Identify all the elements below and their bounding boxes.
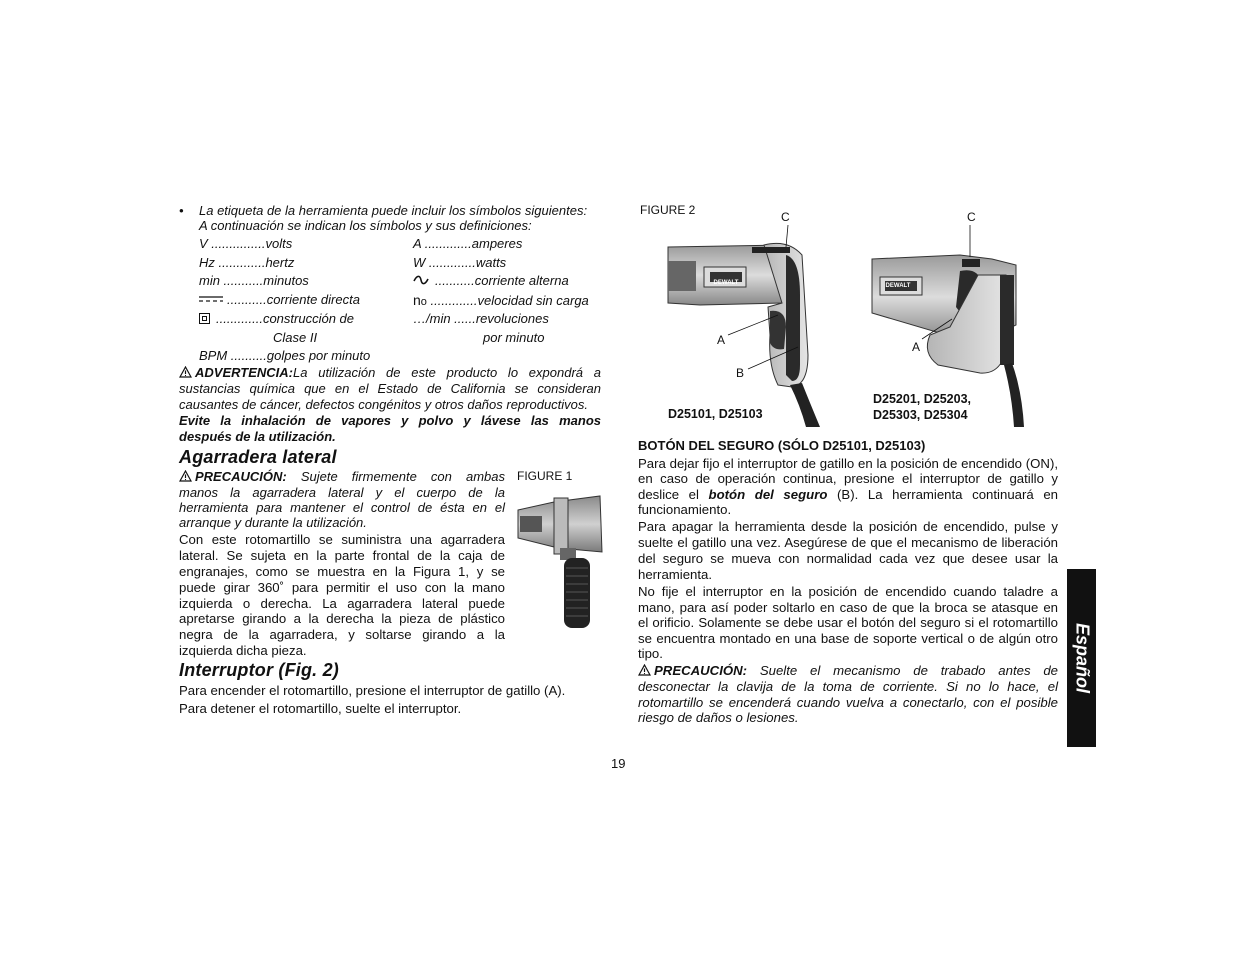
symbol-dc [199, 292, 360, 307]
model-label-right-1: D25201, D25203, [873, 392, 971, 406]
prec1-line-1 [179, 469, 505, 485]
prec1-line-3: herramienta para mantener el control de ésta en el [179, 500, 505, 515]
language-side-tab-label: Español [1072, 622, 1092, 694]
p3-line: se encuentra montado en una base de soporte vertical o de algún otro [638, 631, 1058, 646]
advertencia-line-5: después de la utilización. [179, 429, 336, 444]
p1-line-4: funcionamiento. [638, 502, 732, 517]
agarr-line: apretarse girando a la derecha la pieza de plástico [179, 611, 505, 626]
advertencia-line-1 [179, 365, 601, 381]
symbol-rpm: …/min ......revoluciones [413, 311, 549, 326]
heading-boton-seguro: BOTÓN DEL SEGURO (SÓLO D25101, D25103) [638, 438, 926, 453]
ac-current-icon [413, 275, 429, 285]
prec1-label: PRECAUCIÓN: [195, 469, 287, 484]
warning-icon [179, 366, 192, 378]
agarr-line: engranajes, como se muestra en la Figura 1, y se [179, 564, 505, 579]
interruptor-line-2: Para detener el rotomartillo, suelte el interruptor. [179, 701, 462, 716]
prec2-line-2: desconectar la clavija de la toma de corriente. Si no lo hace, el [638, 679, 1058, 694]
prec2-line-3: rotomartillo se encenderá cuando vuelva a conectarlo, con el posible [638, 695, 1058, 710]
warning-icon [179, 470, 192, 482]
bullet: • [179, 203, 184, 218]
warning-icon [638, 664, 651, 676]
symbol-rpm-b: por minuto [483, 330, 545, 345]
dewalt-logo: DEWALT [885, 283, 911, 289]
p1-line: Para dejar fijo el interruptor de gatillo en la posición de encendido (ON), [638, 456, 1058, 471]
symbol-volts: V ...............volts [199, 236, 293, 251]
figure-2-label: FIGURE 2 [640, 203, 696, 217]
symbol-class2-b: Clase II [273, 330, 318, 345]
agarr-line: puede girar 360˚ para permitir el uso con la mano [179, 580, 505, 595]
p3-line: tipo. [638, 646, 663, 661]
agarr-line: lateral. Se sujeta en la parte frontal de la caja de [179, 548, 505, 563]
boton-del-seguro-term: botón del seguro [708, 487, 828, 502]
p1-line: en caso de operación continua, presione el interruptor de gatillo y [638, 471, 1058, 486]
symbol-class2 [199, 311, 354, 326]
symbol-class2-text: .............construcción de [216, 311, 355, 326]
symbol-ac [413, 273, 569, 288]
interruptor-line-1: Para encender el rotomartillo, presione el interruptor de gatillo (A). [179, 683, 566, 698]
advertencia-line-3: causantes de cáncer, defectos congénitos y otros daños reproductivos. [179, 397, 589, 412]
agarr-line: izquierda dicha pieza. [179, 643, 307, 658]
callout-a-left: A [717, 333, 726, 347]
agarr-line: Con este rotomartillo se suministra una agarradera [179, 532, 505, 547]
p3-line: mano, para así poder soltarlo en caso de que la broca se atasque en [638, 600, 1058, 615]
prec2-line-4: riesgo de daños o lesiones. [638, 710, 799, 725]
symbol-watts: W .............watts [413, 255, 507, 270]
p2-line: suelte el gatillo una vez. Asegúrese de que el mecanismo de liberación [638, 535, 1058, 550]
no-load-symbol: n [413, 292, 421, 308]
p2-line: Para apagar la herramienta desde la posición de encendido, pulse y [638, 519, 1058, 534]
prec2-line-1 [638, 663, 1058, 679]
heading-agarradera: Agarradera lateral [179, 447, 337, 467]
model-label-right-2: D25303, D25304 [873, 408, 968, 422]
p3-line: el orificio. Solamente se debe usar el botón del seguro si el rotomartillo [638, 615, 1058, 630]
dewalt-logo: DEWALT [713, 280, 739, 286]
p1-line-3a: deslice el [638, 487, 709, 502]
prec1-line-2: manos la agarradera lateral y el cuerpo de la [179, 485, 505, 500]
figure-1-label: FIGURE 1 [517, 469, 573, 483]
symbol-no-load-text: .............velocidad sin carga [430, 293, 589, 308]
intro-line-1: La etiqueta de la herramienta puede incluir los símbolos siguientes: [199, 203, 588, 218]
agarr-line: negra de la agarradera, y soltarse girando a la [179, 627, 505, 642]
p3-line: No fije el interruptor en la posición de encendido cuando taladre a [638, 584, 1058, 599]
figure-1-side-handle-illustration [514, 488, 604, 630]
symbol-ac-text: ...........corriente alterna [435, 273, 569, 288]
p2-line: herramienta. [638, 567, 713, 582]
callout-c-left: C [781, 210, 790, 224]
intro-line-2: A continuación se indican los símbolos y sus definiciones: [199, 218, 532, 233]
prec1-text-1: Sujete firmemente con ambas [300, 469, 505, 484]
p1-line-3 [638, 487, 1058, 503]
prec1-line-4: arranque y durante la utilización. [179, 515, 367, 530]
agarr-line: izquierda o derecha. La agarradera lateral puede [179, 596, 505, 611]
symbol-bpm: BPM ..........golpes por minuto [199, 348, 371, 363]
advertencia-line-2: sustancias química que en el Estado de California se consideran [179, 381, 601, 396]
symbol-minutes: min ...........minutos [199, 273, 309, 288]
page-number: 19 [611, 756, 626, 771]
figure-2-hammer-illustration [660, 215, 1040, 427]
callout-a-right: A [912, 340, 921, 354]
symbol-dc-text: ...........corriente directa [227, 292, 360, 307]
symbol-no-load [413, 292, 589, 308]
double-insulation-icon [199, 313, 210, 324]
model-label-left: D25101, D25103 [668, 407, 763, 421]
callout-b: B [736, 366, 745, 380]
language-side-tab [1067, 569, 1096, 747]
callout-c-right: C [967, 210, 976, 224]
advertencia-line-4: Evite la inhalación de vapores y polvo y lávese las manos [179, 413, 601, 428]
p1-line-3c: (B). La herramienta continuará en [827, 487, 1058, 502]
prec2-label: PRECAUCIÓN: [654, 663, 748, 678]
p2-line: del seguro se mueva con normalidad cada vez que desee usar la [638, 551, 1058, 566]
prec2-text-1: Suelte el mecanismo de trabado antes de [759, 663, 1058, 678]
no-load-symbol-sub: o [420, 296, 427, 308]
dc-current-icon [199, 296, 223, 302]
symbol-hertz: Hz .............hertz [199, 255, 295, 270]
symbol-amperes: A .............amperes [413, 236, 523, 251]
advertencia-label: ADVERTENCIA: [195, 365, 293, 380]
advertencia-text-1: La utilización de este producto lo expondrá a [293, 365, 601, 380]
heading-interruptor: Interruptor (Fig. 2) [179, 660, 339, 680]
